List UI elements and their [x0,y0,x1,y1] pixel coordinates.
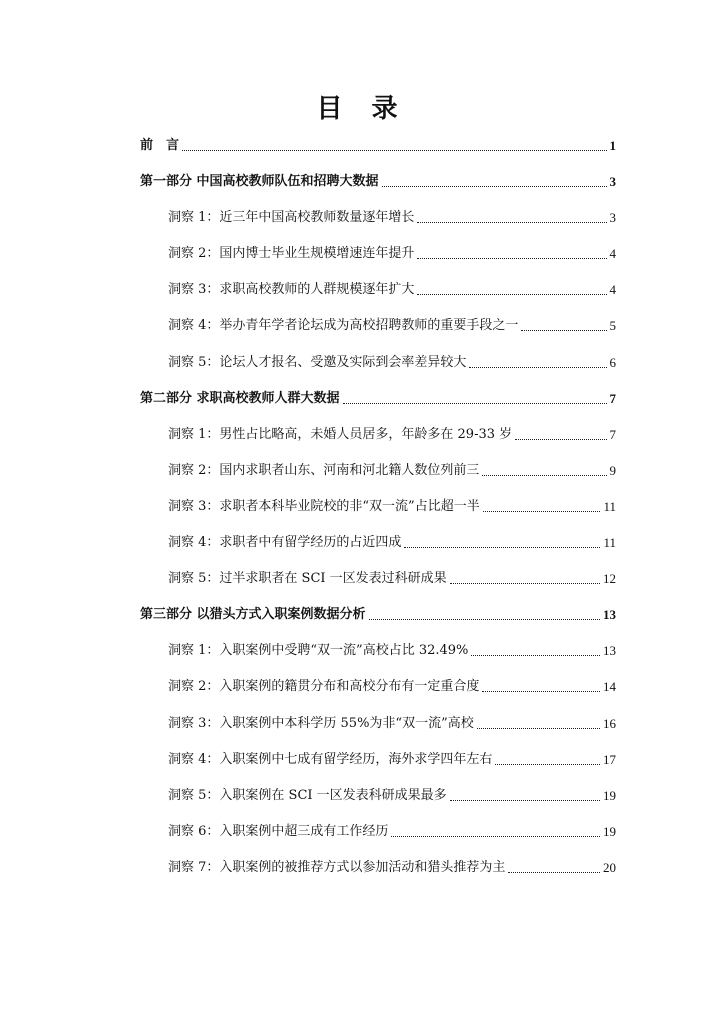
toc-entry-label: 洞察 3：求职者本科毕业院校的非“双一流”占比超一半 [168,498,480,514]
toc-subsection-entry[interactable] [140,426,616,444]
dot-leader [417,221,606,223]
toc-page-number: 14 [603,679,616,695]
dot-leader [391,835,600,837]
toc-entry-label: 前 言 [140,138,180,153]
dot-leader [417,257,606,259]
dot-leader [521,329,606,331]
toc-entry-label: 洞察 3：求职高校教师的人群规模逐年扩大 [168,282,415,298]
toc-page-number: 13 [603,643,616,659]
dot-leader [450,582,600,584]
toc-entry-label: 洞察 3：入职案例中本科学历 55%为非“双一流”高校 [168,715,474,731]
toc-page-number: 13 [603,607,616,623]
dot-leader [482,474,606,476]
toc-page-number: 7 [609,426,616,442]
toc-page-number: 4 [609,282,616,298]
toc-entry-label: 洞察 5：论坛人才报名、受邀及实际到会率差异较大 [168,354,467,370]
toc-page-number: 12 [603,571,616,587]
toc-subsection-entry[interactable] [140,354,616,372]
toc-page-number: 1 [609,138,616,153]
dot-leader [450,799,600,801]
toc-subsection-entry[interactable] [140,751,616,769]
toc-subsection-entry[interactable] [140,823,616,841]
toc-page-number: 4 [609,246,616,262]
toc-page-number: 20 [603,859,616,875]
toc-page-number: 17 [603,751,616,767]
dot-leader [469,366,606,368]
toc-subsection-entry[interactable] [140,678,616,696]
toc-entry-label: 第三部分 以猎头方式入职案例数据分析 [140,607,366,623]
dot-leader [515,438,606,440]
dot-leader [477,727,600,729]
toc-page-number: 19 [603,823,616,839]
toc-page-number: 19 [603,787,616,803]
toc-entry-label: 洞察 6：入职案例中超三成有工作经历 [168,823,389,839]
toc-page-number: 11 [603,535,616,551]
toc-subsection-entry[interactable] [140,462,616,480]
toc-entry-label: 洞察 4：求职者中有留学经历的占近四成 [168,535,402,551]
toc-entry-label: 洞察 5：过半求职者在 SCI 一区发表过科研成果 [168,571,447,587]
toc-entry-label: 洞察 4：入职案例中七成有留学经历，海外求学四年左右 [168,751,493,767]
toc-page-number: 11 [603,498,616,514]
toc-entry-label: 洞察 7：入职案例的被推荐方式以参加活动和猎头推荐为主 [168,859,506,875]
dot-leader [495,763,600,765]
toc-subsection-entry[interactable] [140,317,616,335]
toc-page-number: 3 [609,210,616,226]
table-of-contents [140,137,616,895]
toc-subsection-entry[interactable] [140,281,616,299]
dot-leader [182,149,606,151]
toc-entry-label: 洞察 1：男性占比略高，未婚人员居多，年龄多在 29-33 岁 [168,426,513,442]
toc-section-entry[interactable] [140,390,616,408]
toc-page-number: 7 [609,390,616,406]
toc-subsection-entry[interactable] [140,642,616,660]
toc-subsection-entry[interactable] [140,715,616,733]
toc-entry-label: 洞察 2：入职案例的籍贯分布和高校分布有一定重合度 [168,679,480,695]
toc-section-entry[interactable] [140,173,616,191]
toc-page-number: 16 [603,715,616,731]
dot-leader [482,690,600,692]
toc-entry-label: 洞察 2：国内求职者山东、河南和河北籍人数位列前三 [168,462,480,478]
dot-leader [508,871,600,873]
toc-page-number: 6 [609,354,616,370]
toc-page-number: 5 [609,318,616,334]
dot-leader [471,654,600,656]
toc-section-entry[interactable] [140,606,616,624]
dot-leader [343,402,607,404]
toc-entry-label: 第一部分 中国高校教师队伍和招聘大数据 [140,174,379,190]
toc-subsection-entry[interactable] [140,209,616,227]
page-title: 目 录 [316,94,408,124]
toc-subsection-entry[interactable] [140,245,616,263]
toc-entry-label: 洞察 5：入职案例在 SCI 一区发表科研成果最多 [168,787,447,803]
toc-subsection-entry[interactable] [140,534,616,552]
toc-entry-label: 洞察 4：举办青年学者论坛成为高校招聘教师的重要手段之一 [168,318,519,334]
toc-subsection-entry[interactable] [140,787,616,805]
dot-leader [483,510,601,512]
toc-subsection-entry[interactable] [140,570,616,588]
toc-entry-label: 第二部分 求职高校教师人群大数据 [140,390,340,406]
toc-entry-label: 洞察 2：国内博士毕业生规模增速连年提升 [168,246,415,262]
toc-subsection-entry[interactable] [140,498,616,516]
toc-page-number: 3 [609,174,616,190]
toc-page-number: 9 [609,462,616,478]
toc-subsection-entry[interactable] [140,859,616,877]
toc-section-entry[interactable] [140,137,616,155]
dot-leader [417,293,606,295]
toc-entry-label: 洞察 1：近三年中国高校教师数量逐年增长 [168,210,415,226]
dot-leader [404,546,600,548]
dot-leader [369,618,600,620]
toc-entry-label: 洞察 1：入职案例中受聘“双一流”高校占比 32.49% [168,643,469,659]
dot-leader [382,185,607,187]
